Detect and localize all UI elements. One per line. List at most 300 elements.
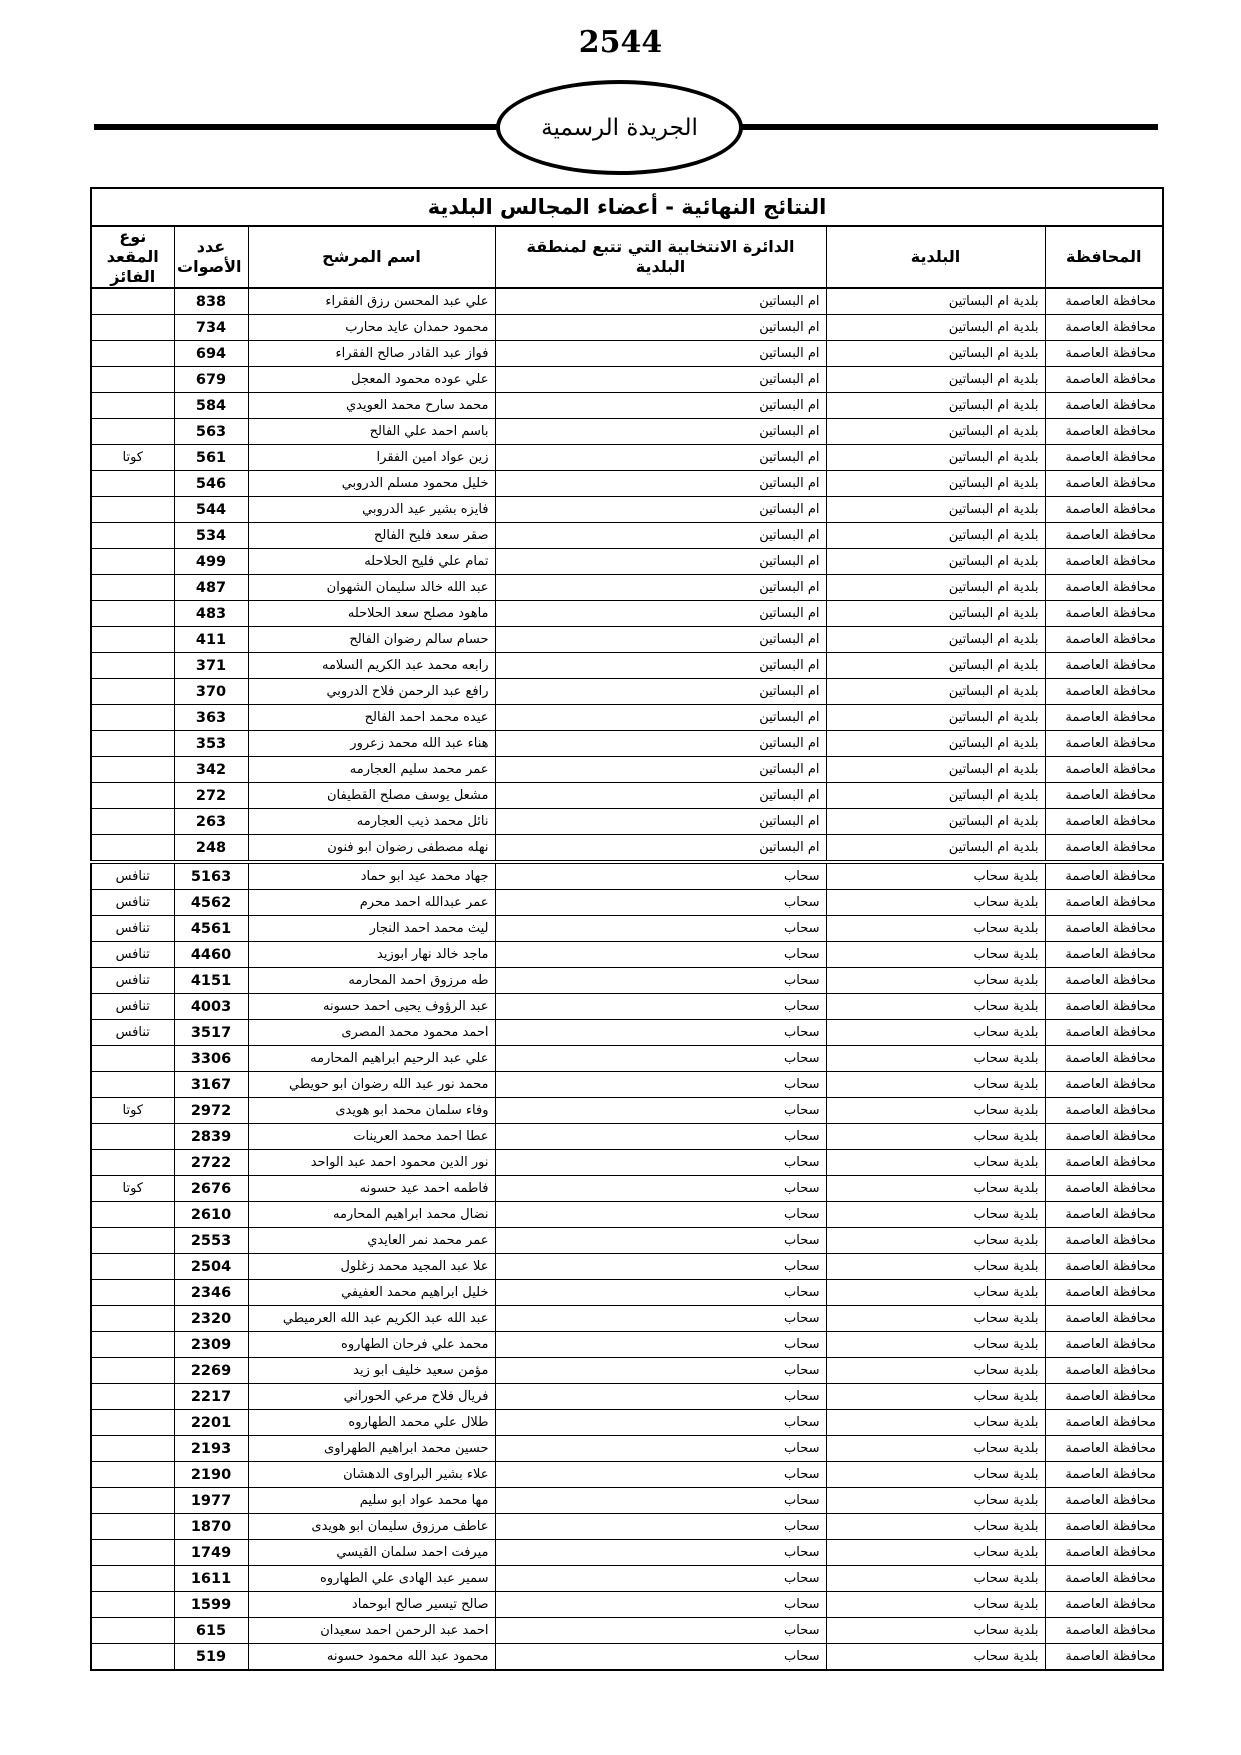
cell-district: ام البساتين [495, 783, 826, 809]
cell-votes: 342 [174, 757, 248, 783]
table-row [91, 1592, 1163, 1618]
cell-seat-type: تنافس [91, 916, 174, 942]
cell-seat-type: كوتا [91, 445, 174, 471]
cell-seat-type: تنافس [91, 942, 174, 968]
cell-votes: 3306 [174, 1046, 248, 1072]
cell-seat-type [91, 1072, 174, 1098]
cell-candidate: مؤمن سعيد خليف ابو زيد [248, 1358, 495, 1384]
col-header-district: الدائرة الانتخابية التي تتبع لمنطقة البلدية [495, 226, 826, 288]
cell-governorate: محافظة العاصمة [1045, 1488, 1163, 1514]
cell-votes: 734 [174, 315, 248, 341]
cell-municipality: بلدية سحاب [826, 1384, 1045, 1410]
cell-governorate: محافظة العاصمة [1045, 288, 1163, 315]
cell-governorate: محافظة العاصمة [1045, 1514, 1163, 1540]
cell-municipality: بلدية سحاب [826, 1176, 1045, 1202]
cell-seat-type [91, 1046, 174, 1072]
cell-district: ام البساتين [495, 835, 826, 863]
cell-district: سحاب [495, 1228, 826, 1254]
cell-candidate: هناء عبد الله محمد زعرور [248, 731, 495, 757]
table-row [91, 994, 1163, 1020]
cell-candidate: تمام علي فليح الحلاحله [248, 549, 495, 575]
cell-governorate: محافظة العاصمة [1045, 1462, 1163, 1488]
cell-votes: 561 [174, 445, 248, 471]
cell-governorate: محافظة العاصمة [1045, 1020, 1163, 1046]
cell-municipality: بلدية سحاب [826, 1124, 1045, 1150]
cell-seat-type [91, 549, 174, 575]
cell-seat-type [91, 1410, 174, 1436]
cell-district: سحاب [495, 1124, 826, 1150]
table-row [91, 523, 1163, 549]
cell-votes: 1611 [174, 1566, 248, 1592]
cell-municipality: بلدية سحاب [826, 1332, 1045, 1358]
cell-votes: 4003 [174, 994, 248, 1020]
cell-votes: 2839 [174, 1124, 248, 1150]
cell-district: سحاب [495, 1306, 826, 1332]
col-header-seat-type: نوع المقعد الفائز [91, 226, 174, 288]
cell-district: سحاب [495, 1592, 826, 1618]
table-header-row [91, 226, 1163, 288]
cell-votes: 546 [174, 471, 248, 497]
cell-seat-type [91, 367, 174, 393]
cell-candidate: عمر عبدالله احمد محرم [248, 890, 495, 916]
table-row [91, 1410, 1163, 1436]
cell-seat-type [91, 731, 174, 757]
cell-district: ام البساتين [495, 601, 826, 627]
cell-district: سحاب [495, 1540, 826, 1566]
table-row [91, 471, 1163, 497]
cell-votes: 2309 [174, 1332, 248, 1358]
cell-candidate: محمد سارح محمد العويدي [248, 393, 495, 419]
cell-candidate: عبد الرؤوف يحيى احمد حسونه [248, 994, 495, 1020]
cell-seat-type [91, 1254, 174, 1280]
cell-votes: 2217 [174, 1384, 248, 1410]
cell-seat-type [91, 1228, 174, 1254]
table-row [91, 419, 1163, 445]
cell-governorate: محافظة العاصمة [1045, 1332, 1163, 1358]
cell-district: سحاب [495, 862, 826, 890]
table-row [91, 1384, 1163, 1410]
cell-candidate: علي عبد الرحيم ابراهيم المحارمه [248, 1046, 495, 1072]
cell-votes: 411 [174, 627, 248, 653]
cell-candidate: علي عوده محمود المعجل [248, 367, 495, 393]
cell-seat-type [91, 497, 174, 523]
cell-governorate: محافظة العاصمة [1045, 994, 1163, 1020]
cell-candidate: محمد علي فرحان الطهاروه [248, 1332, 495, 1358]
cell-district: سحاب [495, 1410, 826, 1436]
table-row [91, 942, 1163, 968]
cell-votes: 487 [174, 575, 248, 601]
table-row [91, 1046, 1163, 1072]
cell-candidate: مشعل يوسف مصلح القطيفان [248, 783, 495, 809]
table-row [91, 679, 1163, 705]
cell-candidate: طه مرزوق احمد المحارمه [248, 968, 495, 994]
page-number: 2544 [578, 25, 663, 60]
cell-votes: 2553 [174, 1228, 248, 1254]
cell-municipality: بلدية ام البساتين [826, 341, 1045, 367]
cell-governorate: محافظة العاصمة [1045, 1046, 1163, 1072]
cell-candidate: ماهود مصلح سعد الحلاحله [248, 601, 495, 627]
cell-governorate: محافظة العاصمة [1045, 968, 1163, 994]
col-header-votes: عدد الأصوات [174, 226, 248, 288]
cell-votes: 3167 [174, 1072, 248, 1098]
cell-votes: 615 [174, 1618, 248, 1644]
cell-candidate: حسام سالم رضوان الفالح [248, 627, 495, 653]
cell-seat-type [91, 809, 174, 835]
cell-governorate: محافظة العاصمة [1045, 1150, 1163, 1176]
cell-governorate: محافظة العاصمة [1045, 1358, 1163, 1384]
table-row [91, 1072, 1163, 1098]
cell-governorate: محافظة العاصمة [1045, 393, 1163, 419]
cell-municipality: بلدية سحاب [826, 1046, 1045, 1072]
cell-district: سحاب [495, 1358, 826, 1384]
cell-governorate: محافظة العاصمة [1045, 497, 1163, 523]
cell-votes: 4561 [174, 916, 248, 942]
cell-candidate: عبد الله خالد سليمان الشهوان [248, 575, 495, 601]
table-row [91, 1176, 1163, 1202]
cell-votes: 1749 [174, 1540, 248, 1566]
col-header-governorate: المحافظة [1045, 226, 1163, 288]
cell-votes: 838 [174, 288, 248, 315]
results-body [91, 288, 1163, 1670]
cell-district: سحاب [495, 1020, 826, 1046]
cell-votes: 370 [174, 679, 248, 705]
cell-governorate: محافظة العاصمة [1045, 1436, 1163, 1462]
cell-governorate: محافظة العاصمة [1045, 679, 1163, 705]
table-row [91, 575, 1163, 601]
cell-seat-type [91, 419, 174, 445]
table-row [91, 757, 1163, 783]
cell-municipality: بلدية سحاب [826, 1436, 1045, 1462]
cell-seat-type [91, 627, 174, 653]
cell-municipality: بلدية ام البساتين [826, 731, 1045, 757]
cell-candidate: فايزه بشير عيد الدروبي [248, 497, 495, 523]
cell-municipality: بلدية ام البساتين [826, 705, 1045, 731]
cell-governorate: محافظة العاصمة [1045, 653, 1163, 679]
cell-candidate: رافع عبد الرحمن فلاح الدروبي [248, 679, 495, 705]
table-title-row [91, 188, 1163, 226]
cell-seat-type: تنافس [91, 994, 174, 1020]
cell-municipality: بلدية سحاب [826, 1488, 1045, 1514]
cell-district: سحاب [495, 890, 826, 916]
cell-votes: 2504 [174, 1254, 248, 1280]
cell-candidate: علا عبد المجيد محمد زغلول [248, 1254, 495, 1280]
cell-municipality: بلدية سحاب [826, 968, 1045, 994]
cell-governorate: محافظة العاصمة [1045, 705, 1163, 731]
cell-seat-type [91, 471, 174, 497]
cell-seat-type [91, 1202, 174, 1228]
table-row [91, 367, 1163, 393]
cell-municipality: بلدية ام البساتين [826, 783, 1045, 809]
cell-district: ام البساتين [495, 679, 826, 705]
cell-seat-type: تنافس [91, 890, 174, 916]
cell-district: سحاب [495, 1150, 826, 1176]
cell-governorate: محافظة العاصمة [1045, 783, 1163, 809]
cell-governorate: محافظة العاصمة [1045, 1566, 1163, 1592]
cell-seat-type: كوتا [91, 1176, 174, 1202]
cell-district: سحاب [495, 1046, 826, 1072]
cell-municipality: بلدية سحاب [826, 1254, 1045, 1280]
cell-municipality: بلدية ام البساتين [826, 419, 1045, 445]
cell-votes: 263 [174, 809, 248, 835]
cell-governorate: محافظة العاصمة [1045, 341, 1163, 367]
cell-candidate: احمد محمود محمد المصرى [248, 1020, 495, 1046]
table-row [91, 1332, 1163, 1358]
table-row [91, 890, 1163, 916]
cell-candidate: عطا احمد محمد العرينات [248, 1124, 495, 1150]
cell-municipality: بلدية سحاب [826, 1514, 1045, 1540]
cell-votes: 1977 [174, 1488, 248, 1514]
cell-governorate: محافظة العاصمة [1045, 1618, 1163, 1644]
cell-municipality: بلدية ام البساتين [826, 367, 1045, 393]
cell-governorate: محافظة العاصمة [1045, 549, 1163, 575]
cell-candidate: خليل ابراهيم محمد العفيفي [248, 1280, 495, 1306]
cell-district: ام البساتين [495, 731, 826, 757]
cell-municipality: بلدية ام البساتين [826, 679, 1045, 705]
cell-seat-type: تنافس [91, 968, 174, 994]
table-row [91, 1202, 1163, 1228]
table-row [91, 1124, 1163, 1150]
cell-district: ام البساتين [495, 497, 826, 523]
table-row [91, 445, 1163, 471]
cell-seat-type [91, 1592, 174, 1618]
cell-votes: 2610 [174, 1202, 248, 1228]
cell-seat-type [91, 315, 174, 341]
cell-district: ام البساتين [495, 575, 826, 601]
cell-votes: 1599 [174, 1592, 248, 1618]
cell-governorate: محافظة العاصمة [1045, 523, 1163, 549]
cell-candidate: احمد عبد الرحمن احمد سعيدان [248, 1618, 495, 1644]
cell-district: سحاب [495, 1644, 826, 1671]
cell-candidate: طلال علي محمد الطهاروه [248, 1410, 495, 1436]
cell-seat-type [91, 783, 174, 809]
cell-district: ام البساتين [495, 419, 826, 445]
cell-seat-type [91, 1488, 174, 1514]
cell-votes: 2320 [174, 1306, 248, 1332]
cell-seat-type [91, 1332, 174, 1358]
table-row [91, 1618, 1163, 1644]
cell-candidate: نضال محمد ابراهيم المحارمه [248, 1202, 495, 1228]
cell-governorate: محافظة العاصمة [1045, 1384, 1163, 1410]
table-row [91, 1540, 1163, 1566]
table-row [91, 809, 1163, 835]
table-row [91, 341, 1163, 367]
cell-governorate: محافظة العاصمة [1045, 1644, 1163, 1671]
cell-governorate: محافظة العاصمة [1045, 1592, 1163, 1618]
cell-candidate: نور الدين محمود احمد عبد الواحد [248, 1150, 495, 1176]
cell-votes: 371 [174, 653, 248, 679]
cell-seat-type [91, 575, 174, 601]
cell-municipality: بلدية ام البساتين [826, 809, 1045, 835]
cell-municipality: بلدية ام البساتين [826, 288, 1045, 315]
cell-governorate: محافظة العاصمة [1045, 445, 1163, 471]
cell-municipality: بلدية سحاب [826, 1150, 1045, 1176]
table-row [91, 1150, 1163, 1176]
cell-votes: 2346 [174, 1280, 248, 1306]
cell-seat-type [91, 653, 174, 679]
cell-governorate: محافظة العاصمة [1045, 916, 1163, 942]
cell-votes: 248 [174, 835, 248, 863]
cell-district: سحاب [495, 1280, 826, 1306]
cell-municipality: بلدية سحاب [826, 1410, 1045, 1436]
cell-votes: 4562 [174, 890, 248, 916]
cell-governorate: محافظة العاصمة [1045, 942, 1163, 968]
cell-candidate: محمود حمدان عايد محارب [248, 315, 495, 341]
table-row [91, 1020, 1163, 1046]
cell-candidate: صقر سعد فليح الفالح [248, 523, 495, 549]
cell-municipality: بلدية سحاب [826, 1228, 1045, 1254]
cell-governorate: محافظة العاصمة [1045, 1098, 1163, 1124]
cell-candidate: رابعه محمد عبد الكريم السلامه [248, 653, 495, 679]
cell-district: سحاب [495, 968, 826, 994]
cell-municipality: بلدية سحاب [826, 1098, 1045, 1124]
cell-votes: 2972 [174, 1098, 248, 1124]
cell-candidate: عاطف مرزوق سليمان ابو هويدى [248, 1514, 495, 1540]
table-row [91, 835, 1163, 863]
table-row [91, 1306, 1163, 1332]
cell-district: سحاب [495, 916, 826, 942]
cell-governorate: محافظة العاصمة [1045, 731, 1163, 757]
cell-seat-type: كوتا [91, 1098, 174, 1124]
cell-candidate: علي عبد المحسن رزق الفقراء [248, 288, 495, 315]
cell-municipality: بلدية سحاب [826, 862, 1045, 890]
cell-seat-type [91, 1618, 174, 1644]
table-row [91, 1566, 1163, 1592]
cell-district: سحاب [495, 1254, 826, 1280]
cell-seat-type [91, 1124, 174, 1150]
cell-municipality: بلدية سحاب [826, 1358, 1045, 1384]
cell-municipality: بلدية سحاب [826, 890, 1045, 916]
cell-district: ام البساتين [495, 367, 826, 393]
cell-governorate: محافظة العاصمة [1045, 1072, 1163, 1098]
cell-candidate: مها محمد عواد ابو سليم [248, 1488, 495, 1514]
cell-candidate: زين عواد امين الفقرا [248, 445, 495, 471]
table-row [91, 1098, 1163, 1124]
cell-votes: 3517 [174, 1020, 248, 1046]
cell-municipality: بلدية ام البساتين [826, 315, 1045, 341]
cell-candidate: وفاء سلمان محمد ابو هويدى [248, 1098, 495, 1124]
cell-seat-type [91, 679, 174, 705]
table-row [91, 968, 1163, 994]
cell-candidate: فريال فلاح مرعي الحوراني [248, 1384, 495, 1410]
cell-municipality: بلدية ام البساتين [826, 549, 1045, 575]
cell-municipality: بلدية سحاب [826, 1306, 1045, 1332]
cell-governorate: محافظة العاصمة [1045, 367, 1163, 393]
table-row [91, 1228, 1163, 1254]
cell-municipality: بلدية سحاب [826, 1202, 1045, 1228]
cell-municipality: بلدية ام البساتين [826, 471, 1045, 497]
cell-municipality: بلدية ام البساتين [826, 523, 1045, 549]
cell-seat-type [91, 1644, 174, 1671]
cell-seat-type [91, 523, 174, 549]
table-row [91, 1358, 1163, 1384]
cell-governorate: محافظة العاصمة [1045, 575, 1163, 601]
cell-candidate: نائل محمد ذيب العجارمه [248, 809, 495, 835]
cell-candidate: محمد نور عبد الله رضوان ابو حويطي [248, 1072, 495, 1098]
cell-seat-type [91, 1150, 174, 1176]
cell-district: سحاب [495, 1514, 826, 1540]
cell-seat-type [91, 341, 174, 367]
cell-district: سحاب [495, 1098, 826, 1124]
table-row [91, 705, 1163, 731]
cell-votes: 2269 [174, 1358, 248, 1384]
cell-governorate: محافظة العاصمة [1045, 419, 1163, 445]
table-row [91, 1514, 1163, 1540]
cell-district: سحاب [495, 1176, 826, 1202]
cell-votes: 584 [174, 393, 248, 419]
cell-candidate: صالح تيسير صالح ابوحماد [248, 1592, 495, 1618]
cell-seat-type [91, 1540, 174, 1566]
cell-governorate: محافظة العاصمة [1045, 471, 1163, 497]
cell-governorate: محافظة العاصمة [1045, 315, 1163, 341]
cell-district: سحاب [495, 1072, 826, 1098]
cell-votes: 2722 [174, 1150, 248, 1176]
cell-votes: 499 [174, 549, 248, 575]
cell-municipality: بلدية سحاب [826, 994, 1045, 1020]
cell-district: ام البساتين [495, 757, 826, 783]
cell-seat-type [91, 393, 174, 419]
cell-district: ام البساتين [495, 705, 826, 731]
cell-governorate: محافظة العاصمة [1045, 627, 1163, 653]
cell-votes: 2190 [174, 1462, 248, 1488]
cell-municipality: بلدية ام البساتين [826, 835, 1045, 863]
cell-municipality: بلدية سحاب [826, 1540, 1045, 1566]
cell-district: سحاب [495, 1332, 826, 1358]
cell-seat-type [91, 1306, 174, 1332]
cell-district: سحاب [495, 1462, 826, 1488]
cell-municipality: بلدية سحاب [826, 1280, 1045, 1306]
cell-seat-type [91, 1358, 174, 1384]
cell-candidate: علاء بشير البراوى الدهشان [248, 1462, 495, 1488]
cell-municipality: بلدية سحاب [826, 942, 1045, 968]
cell-votes: 5163 [174, 862, 248, 890]
cell-municipality: بلدية سحاب [826, 1644, 1045, 1671]
cell-candidate: عيده محمد احمد الفالح [248, 705, 495, 731]
cell-votes: 1870 [174, 1514, 248, 1540]
table-row [91, 601, 1163, 627]
cell-candidate: ليث محمد احمد النجار [248, 916, 495, 942]
table-row [91, 1436, 1163, 1462]
cell-seat-type: تنافس [91, 862, 174, 890]
cell-votes: 519 [174, 1644, 248, 1671]
cell-district: ام البساتين [495, 315, 826, 341]
cell-seat-type [91, 757, 174, 783]
cell-municipality: بلدية ام البساتين [826, 757, 1045, 783]
cell-district: ام البساتين [495, 471, 826, 497]
cell-seat-type [91, 1514, 174, 1540]
cell-district: ام البساتين [495, 288, 826, 315]
cell-municipality: بلدية سحاب [826, 1566, 1045, 1592]
table-title: النتائج النهائية - أعضاء المجالس البلدية [91, 188, 1163, 226]
cell-governorate: محافظة العاصمة [1045, 1202, 1163, 1228]
table-row [91, 288, 1163, 315]
table-row [91, 1488, 1163, 1514]
cell-seat-type [91, 1566, 174, 1592]
cell-candidate: ميرفت احمد سلمان القيسي [248, 1540, 495, 1566]
cell-governorate: محافظة العاصمة [1045, 1124, 1163, 1150]
cell-votes: 2193 [174, 1436, 248, 1462]
cell-municipality: بلدية سحاب [826, 1020, 1045, 1046]
cell-votes: 2676 [174, 1176, 248, 1202]
cell-candidate: جهاد محمد عيد ابو حماد [248, 862, 495, 890]
cell-votes: 483 [174, 601, 248, 627]
cell-seat-type [91, 288, 174, 315]
cell-seat-type [91, 705, 174, 731]
table-row [91, 731, 1163, 757]
cell-district: سحاب [495, 942, 826, 968]
cell-district: سحاب [495, 1436, 826, 1462]
cell-candidate: نهله مصطفى رضوان ابو فنون [248, 835, 495, 863]
table-row [91, 1280, 1163, 1306]
